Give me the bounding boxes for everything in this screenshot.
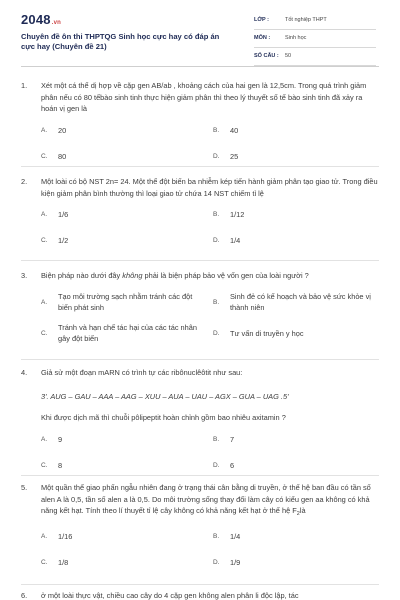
answer-options: [21, 291, 379, 353]
question-text: Biện pháp nào dưới đây: [41, 271, 123, 280]
question-stem: [21, 176, 379, 199]
question-4: [21, 367, 379, 486]
question-divider: [21, 475, 379, 476]
meta-row-grade: [254, 14, 376, 30]
question-text: Một quần thể giao phấn ngẫu nhiên đang ở trạng thái cân bằng di truyền, ở thế hệ ban đầu có tần số alen A là 0,5, tần số alen a là 0,5. Do môi trường sống thay đổi làm cây có kiểu gen aa không có khả năng kết hạt. Tính theo lí thuyết tỉ lệ cây không có khả năng kết hạt ở thế hệ F: [41, 483, 371, 515]
question-stem: [21, 590, 379, 600]
question-text-end: phải là biện pháp bảo vệ vốn gen của loài người ?: [142, 271, 309, 280]
option-text: 1/8: [58, 557, 69, 567]
question-prompt: Khi được dịch mã thì chuỗi pôlipeptit hoàn chỉnh gồm bao nhiêu axitamin ?: [41, 413, 286, 422]
option-letter: C.: [41, 152, 48, 160]
option-text: 25: [230, 151, 239, 161]
meta-value: 50: [285, 53, 292, 59]
option-text: Tư vấn di truyền y học: [230, 328, 304, 338]
option-letter: B.: [213, 532, 220, 540]
question-stem: [21, 482, 379, 521]
logo-text: 2048: [21, 12, 51, 27]
answer-options: [21, 125, 379, 177]
option-text: 6: [230, 460, 235, 470]
option-letter: A.: [41, 435, 48, 443]
question-number: 1.: [21, 81, 28, 90]
option-text: 1/16: [58, 531, 73, 541]
question-divider: [21, 166, 379, 167]
option-text: Tạo môi trường sạch nhằm tránh các đột biến phát sinh: [58, 291, 193, 312]
option-text: 1/4: [230, 531, 241, 541]
question-divider: [21, 584, 379, 585]
question-number: 3.: [21, 271, 28, 280]
meta-row-subject: [254, 32, 376, 48]
option-letter: D.: [213, 461, 220, 469]
question-2: [21, 176, 379, 261]
option-text: 8: [58, 460, 63, 470]
option-letter: B.: [213, 126, 220, 134]
option-text: Tránh và hạn chế tác hại của các tác nhân gây đột biến: [58, 322, 198, 343]
option-letter: B.: [213, 211, 220, 218]
logo-suffix: .vn: [51, 20, 62, 26]
option-letter: C.: [41, 461, 48, 469]
question-text-end: là: [299, 506, 306, 515]
option-text: 1/12: [230, 210, 245, 219]
question-stem: [21, 80, 379, 115]
option-letter: D.: [213, 329, 220, 337]
meta-key: SỐ CÂU :: [254, 53, 279, 59]
question-6: [21, 590, 379, 600]
option-letter: C.: [41, 558, 48, 566]
question-stem: [21, 367, 379, 379]
meta-key: MÔN :: [254, 35, 271, 41]
page-header: [0, 0, 400, 66]
document-meta: [254, 14, 376, 68]
question-number: 6.: [21, 591, 28, 600]
question-stem: [21, 270, 379, 282]
question-number: 4.: [21, 368, 28, 377]
meta-key: LỚP :: [254, 17, 269, 23]
option-text: 9: [58, 434, 63, 444]
subscript: 2: [296, 511, 300, 517]
question-number: 5.: [21, 483, 28, 492]
option-letter: C.: [41, 237, 48, 244]
option-letter: B.: [213, 435, 220, 443]
option-text: 1/2: [58, 236, 69, 245]
meta-value: Sinh học: [285, 35, 307, 41]
mrna-sequence: 3'. AUG – GAU – AAA – AAG – XUU – AUA – UAU – AGX – GUA – UAG .5': [41, 391, 289, 401]
answer-options: [21, 531, 379, 583]
question-divider: [21, 359, 379, 360]
option-text: Sinh đẻ có kế hoạch và bảo vệ sức khỏe vị thành niên: [230, 291, 371, 312]
question-number: 2.: [21, 177, 28, 186]
header-divider: [21, 66, 379, 67]
question-emphasis: không: [122, 271, 143, 280]
option-text: 7: [230, 434, 235, 444]
option-letter: A.: [41, 126, 48, 134]
option-letter: C.: [41, 329, 48, 337]
option-text: 1/9: [230, 557, 241, 567]
option-letter: A.: [41, 532, 48, 540]
question-text: ở một loài thực vật, chiều cao cây do 4 cặp gen không alen phân li độc lập, tác: [41, 591, 299, 600]
answer-options: [21, 434, 379, 486]
option-letter: A.: [41, 211, 48, 218]
document-title: Chuyên đề ôn thi THPTQG Sinh học cực hay có đáp án cực hay (Chuyên đề 21): [21, 32, 220, 51]
question-divider: [21, 260, 379, 261]
meta-row-count: [254, 50, 376, 66]
question-1: [21, 80, 379, 177]
question-text: Một loài có bộ NST 2n= 24. Một thể đột biến ba nhiễm kép tiến hành giảm phân tạo giao tử. Trong điều kiện giảm phân bình thường thì loại giao tử chứa 14 NST chiếm tỉ lệ: [41, 177, 378, 198]
option-text: 40: [230, 125, 239, 135]
option-text: 1/4: [230, 236, 241, 245]
option-text: 1/6: [58, 210, 69, 219]
option-text: 80: [58, 151, 67, 161]
answer-options: [21, 209, 379, 261]
option-letter: D.: [213, 152, 220, 160]
site-logo[interactable]: [21, 12, 61, 27]
meta-value: Tốt nghiệp THPT: [285, 17, 327, 23]
question-text: Xét một cá thể dị hợp về cặp gen AB/ab , khoảng cách của hai gen là 12,5cm. Trong quá trình giảm phân nếu có 80 tếbào sinh tinh thực hiện giảm phân thì theo lý thuyết số tế bào sinh tinh đã xảy ra hoán vị gen là: [41, 81, 367, 113]
option-letter: A.: [41, 298, 48, 306]
question-3: [21, 270, 379, 353]
option-letter: D.: [213, 558, 220, 566]
option-text: 20: [58, 125, 67, 135]
question-5: [21, 482, 379, 583]
question-text: Giả sử một đoạn mARN có trình tự các ribônuclêôtit như sau:: [41, 368, 243, 377]
option-letter: B.: [213, 298, 220, 306]
option-letter: D.: [213, 237, 220, 244]
